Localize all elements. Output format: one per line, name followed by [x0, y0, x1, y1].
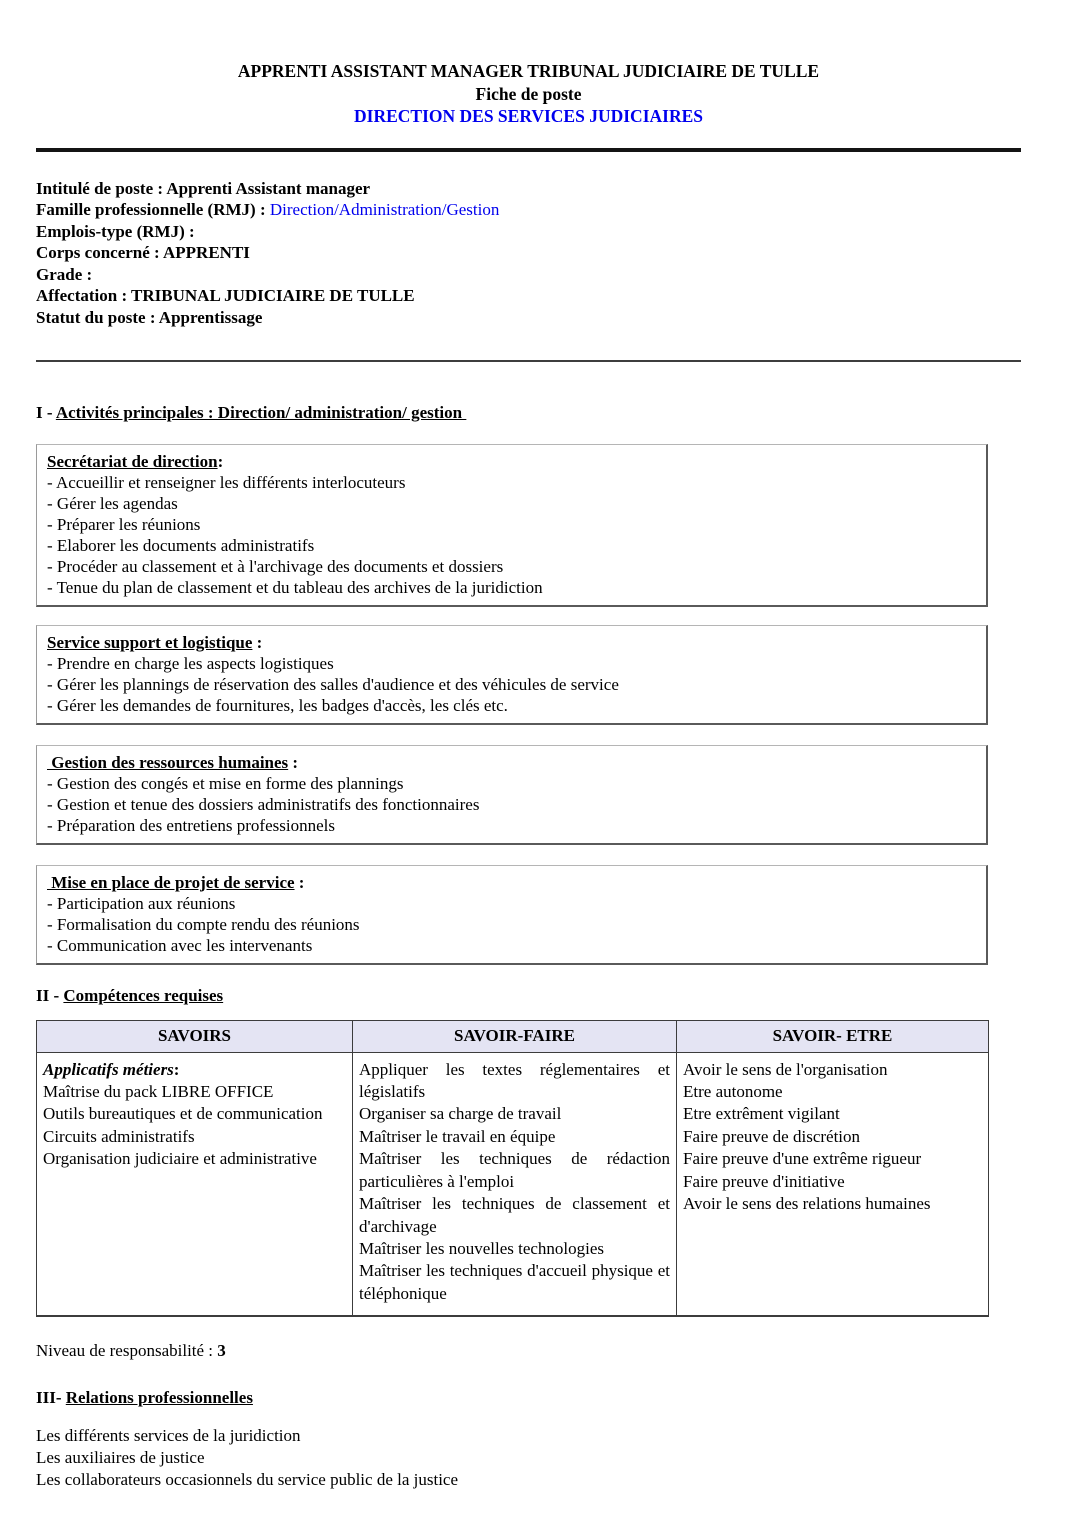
- relations-list: [36, 1425, 1021, 1491]
- info-line-famille: [36, 199, 1021, 221]
- list-item: - Gérer les agendas: [47, 493, 178, 513]
- box-title-text: Mise en place de projet de service: [47, 872, 295, 892]
- info-line-grade: [36, 264, 1021, 286]
- list-item: Maîtriser les nouvelles technologies: [359, 1238, 605, 1258]
- list-item: - Accueillir et renseigner les différents interlocuteurs: [47, 472, 406, 492]
- niveau-responsabilite: [36, 1341, 1021, 1361]
- niveau-label: Niveau de responsabilité :: [36, 1341, 218, 1361]
- niveau-value: 3: [217, 1341, 226, 1361]
- list-item: - Prendre en charge les aspects logistiques: [47, 653, 334, 673]
- info-line-corps: [36, 242, 1021, 264]
- list-item: - Participation aux réunions: [47, 893, 236, 913]
- list-item: Avoir le sens de l'organisation: [683, 1059, 888, 1079]
- info-label: Emplois-type (RMJ) :: [36, 221, 195, 241]
- list-item: Faire preuve d'initiative: [683, 1171, 845, 1191]
- list-item: - Elaborer les documents administratifs: [47, 535, 315, 555]
- list-item: Maîtrise du pack LIBRE OFFICE: [43, 1082, 274, 1102]
- box-title-text: Gestion des ressources humaines: [47, 752, 289, 772]
- list-item: Maîtriser le travail en équipe: [359, 1126, 556, 1146]
- list-item: - Préparer les réunions: [47, 514, 201, 534]
- info-label: Famille professionnelle (RMJ) :: [36, 200, 270, 220]
- info-label: Affectation : TRIBUNAL JUDICIAIRE DE TULLE: [36, 286, 415, 306]
- info-line-statut: [36, 307, 1021, 329]
- section-3-title: Relations professionnelles: [65, 1388, 253, 1408]
- list-item: Outils bureautiques et de communication: [43, 1104, 323, 1124]
- document-title: APPRENTI ASSISTANT MANAGER TRIBUNAL JUDICIAIRE DE TULLE: [237, 61, 820, 81]
- document-header: [36, 0, 1021, 128]
- section-1-numeral: I -: [36, 402, 56, 422]
- info-label: Corps concerné : APPRENTI: [36, 243, 250, 263]
- list-item: - Formalisation du compte rendu des réunions: [47, 914, 360, 934]
- section-2-numeral: II -: [36, 985, 64, 1005]
- horizontal-rule-thin: [36, 360, 1021, 362]
- box-secretariat-direction: [36, 444, 988, 607]
- savoirs-subtitle-colon: :: [173, 1059, 180, 1079]
- list-item: - Gérer les demandes de fournitures, les badges d'accès, les clés etc.: [47, 695, 508, 715]
- list-item: Appliquer les textes réglementaires et législatifs: [359, 1059, 670, 1102]
- savoirs-subtitle-text: Applicatifs métiers: [43, 1059, 174, 1079]
- list-item: - Gestion des congés et mise en forme des plannings: [47, 773, 404, 793]
- list-item: Circuits administratifs: [43, 1126, 195, 1146]
- list-item: Organiser sa charge de travail: [359, 1104, 562, 1124]
- list-item: Faire preuve de discrétion: [683, 1126, 861, 1146]
- cell-savoir-faire: [353, 1052, 677, 1316]
- info-line-intitule: [36, 178, 1021, 200]
- info-label: Intitulé de poste : Apprenti Assistant manager: [36, 178, 371, 198]
- competency-table: [36, 1020, 989, 1317]
- info-value-famille: Direction/Administration/Gestion: [269, 200, 500, 220]
- column-header-savoir-faire: SAVOIR-FAIRE: [353, 1020, 677, 1052]
- list-item: Organisation judiciaire et administrative: [43, 1149, 317, 1169]
- column-header-savoirs: SAVOIRS: [37, 1020, 353, 1052]
- info-line-affectation: [36, 285, 1021, 307]
- section-3-numeral: III-: [36, 1388, 66, 1408]
- list-item: Maîtriser les techniques de rédaction particulières à l'emploi: [359, 1149, 670, 1191]
- box-gestion-rh: [36, 745, 988, 845]
- list-item: - Tenue du plan de classement et du tableau des archives de la juridiction: [47, 577, 543, 597]
- savoirs-subtitle: [43, 1059, 346, 1081]
- box-title-colon: :: [217, 451, 224, 471]
- box-title: [47, 632, 976, 653]
- box-projet-service: [36, 865, 988, 965]
- section-1-heading: [36, 403, 1021, 423]
- box-service-support: [36, 625, 988, 725]
- box-title-text: Secrétariat de direction: [47, 451, 218, 471]
- list-item: - Gestion et tenue des dossiers administratifs des fonctionnaires: [47, 794, 480, 814]
- box-title: [47, 451, 976, 472]
- box-title: [47, 752, 976, 773]
- section-3-heading: [36, 1388, 1021, 1408]
- box-title: [47, 872, 976, 893]
- section-2-heading: [36, 986, 1021, 1006]
- document-department: DIRECTION DES SERVICES JUDICIAIRES: [354, 106, 703, 126]
- info-line-emplois-type: [36, 221, 1021, 243]
- table-header-row: [37, 1020, 989, 1052]
- list-item: Les collaborateurs occasionnels du service public de la justice: [36, 1470, 459, 1490]
- cell-savoir-etre: [677, 1052, 989, 1316]
- list-item: Les auxiliaires de justice: [36, 1448, 205, 1468]
- info-label: Grade :: [36, 264, 93, 284]
- info-label: Statut du poste : Apprentissage: [36, 308, 263, 328]
- list-item: Faire preuve d'une extrême rigueur: [683, 1149, 922, 1169]
- section-1-title: Activités principales : Direction/ administration/ gestion: [55, 402, 467, 422]
- list-item: - Préparation des entretiens professionnels: [47, 815, 335, 835]
- column-header-savoir-etre: SAVOIR- ETRE: [677, 1020, 989, 1052]
- box-title-text: Service support et logistique: [47, 632, 253, 652]
- list-item: Maîtriser les techniques de classement et d'archivage: [359, 1194, 670, 1236]
- box-title-colon: :: [288, 752, 299, 772]
- box-title-colon: :: [252, 632, 263, 652]
- list-item: Etre extrêment vigilant: [683, 1104, 840, 1124]
- list-item: Avoir le sens des relations humaines: [683, 1194, 931, 1214]
- list-item: - Gérer les plannings de réservation des salles d'audience et des véhicules de service: [47, 674, 619, 694]
- list-item: - Procéder au classement et à l'archivage des documents et dossiers: [47, 556, 504, 576]
- list-item: - Communication avec les intervenants: [47, 935, 313, 955]
- box-title-colon: :: [294, 872, 305, 892]
- list-item: Maîtriser les techniques d'accueil physique et téléphonique: [359, 1261, 670, 1303]
- post-info-block: [36, 178, 1021, 329]
- horizontal-rule-thick: [36, 148, 1021, 152]
- section-2-title: Compétences requises: [63, 985, 224, 1005]
- document-subtitle: Fiche de poste: [475, 83, 582, 104]
- table-body-row: [37, 1052, 989, 1316]
- list-item: Les différents services de la juridiction: [36, 1426, 301, 1446]
- cell-savoirs: [37, 1052, 353, 1316]
- list-item: Etre autonome: [683, 1082, 783, 1102]
